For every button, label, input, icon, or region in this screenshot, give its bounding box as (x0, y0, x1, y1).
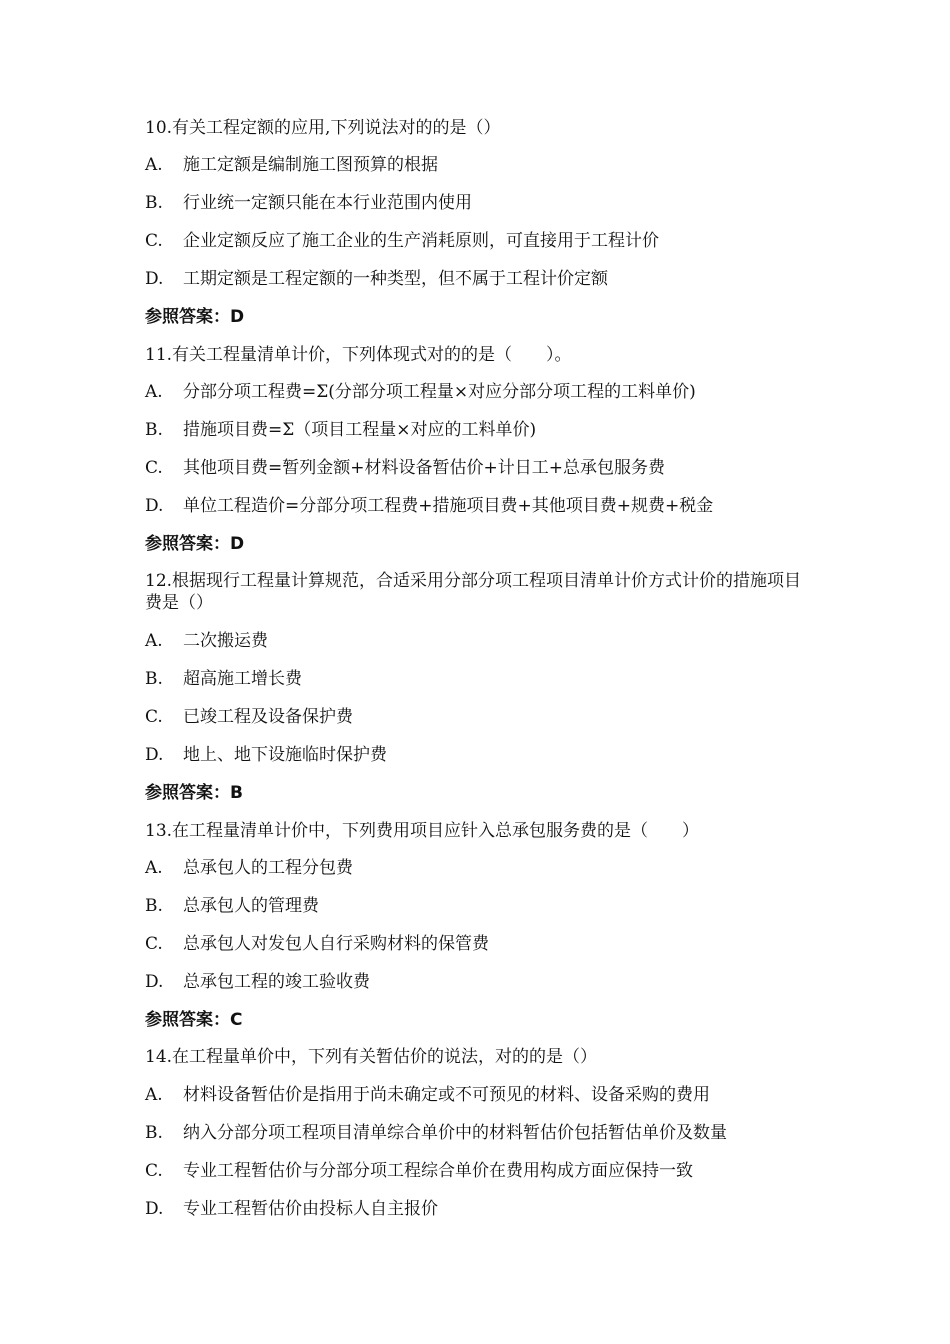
option-letter: B. (145, 896, 163, 916)
option-text: 超高施工增长费 (183, 669, 302, 689)
option-text: 总承包工程的竣工验收费 (183, 972, 370, 992)
option-letter: A. (145, 1085, 163, 1105)
option-text: 总承包人的工程分包费 (183, 858, 353, 878)
option-letter: A. (145, 382, 163, 402)
option-text: 专业工程暂估价由投标人自主报价 (183, 1199, 438, 1219)
option-letter: A. (145, 631, 163, 651)
option-letter: A. (145, 858, 163, 878)
option-letter: D. (145, 496, 164, 516)
option-text: 工期定额是工程定额的一种类型，但不属于工程计价定额 (183, 269, 608, 289)
option-letter: D. (145, 269, 164, 289)
option-letter: C. (145, 1161, 163, 1181)
option-text: 行业统一定额只能在本行业范围内使用 (183, 193, 472, 213)
option-text: 施工定额是编制施工图预算的根据 (183, 155, 438, 175)
option-text: 二次搬运费 (183, 631, 268, 651)
option-letter: D. (145, 745, 164, 765)
option-text: 其他项目费=暂列金额+材料设备暂估价+计日工+总承包服务费 (183, 458, 665, 478)
option-letter: C. (145, 458, 163, 478)
question-10-answer: 参照答案：D (145, 307, 245, 327)
option-letter: B. (145, 669, 163, 689)
option-letter: C. (145, 231, 163, 251)
question-11-answer: 参照答案：D (145, 534, 245, 554)
option-letter: B. (145, 193, 163, 213)
option-text: 纳入分部分项工程项目清单综合单价中的材料暂估价包括暂估单价及数量 (183, 1123, 727, 1143)
option-text: 专业工程暂估价与分部分项工程综合单价在费用构成方面应保持一致 (183, 1161, 693, 1181)
option-letter: B. (145, 1123, 163, 1143)
question-10-stem: 10.有关工程定额的应用,下列说法对的的是（） (145, 118, 501, 138)
question-14-stem: 14.在工程量单价中，下列有关暂估价的说法，对的的是（） (145, 1047, 598, 1067)
option-letter: C. (145, 707, 163, 727)
option-text: 总承包人对发包人自行采购材料的保管费 (183, 934, 489, 954)
option-letter: D. (145, 1199, 164, 1219)
option-text: 分部分项工程费=Σ(分部分项工程量×对应分部分项工程的工料单价) (183, 382, 696, 402)
option-text: 总承包人的管理费 (183, 896, 319, 916)
option-text: 已竣工程及设备保护费 (183, 707, 353, 727)
option-letter: D. (145, 972, 164, 992)
option-text: 材料设备暂估价是指用于尚未确定或不可预见的材料、设备采购的费用 (183, 1085, 710, 1105)
option-letter: B. (145, 420, 163, 440)
option-text: 地上、地下设施临时保护费 (183, 745, 387, 765)
option-letter: C. (145, 934, 163, 954)
option-text: 单位工程造价=分部分项工程费+措施项目费+其他项目费+规费+税金 (183, 496, 714, 516)
question-13-answer: 参照答案：C (145, 1010, 243, 1030)
option-letter: A. (145, 155, 163, 175)
question-13-stem: 13.在工程量清单计价中，下列费用项目应针入总承包服务费的是（ ） (145, 821, 700, 841)
question-12-stem: 12.根据现行工程量计算规范，合适采用分部分项工程项目清单计价方式计价的措施项目费是（） (145, 571, 802, 613)
question-12-answer: 参照答案：B (145, 783, 243, 803)
question-11-stem: 11.有关工程量清单计价，下列体现式对的的是（ ）。 (145, 345, 572, 365)
option-text: 措施项目费=Σ（项目工程量×对应的工料单价) (183, 420, 537, 440)
option-text: 企业定额反应了施工企业的生产消耗原则，可直接用于工程计价 (183, 231, 659, 251)
